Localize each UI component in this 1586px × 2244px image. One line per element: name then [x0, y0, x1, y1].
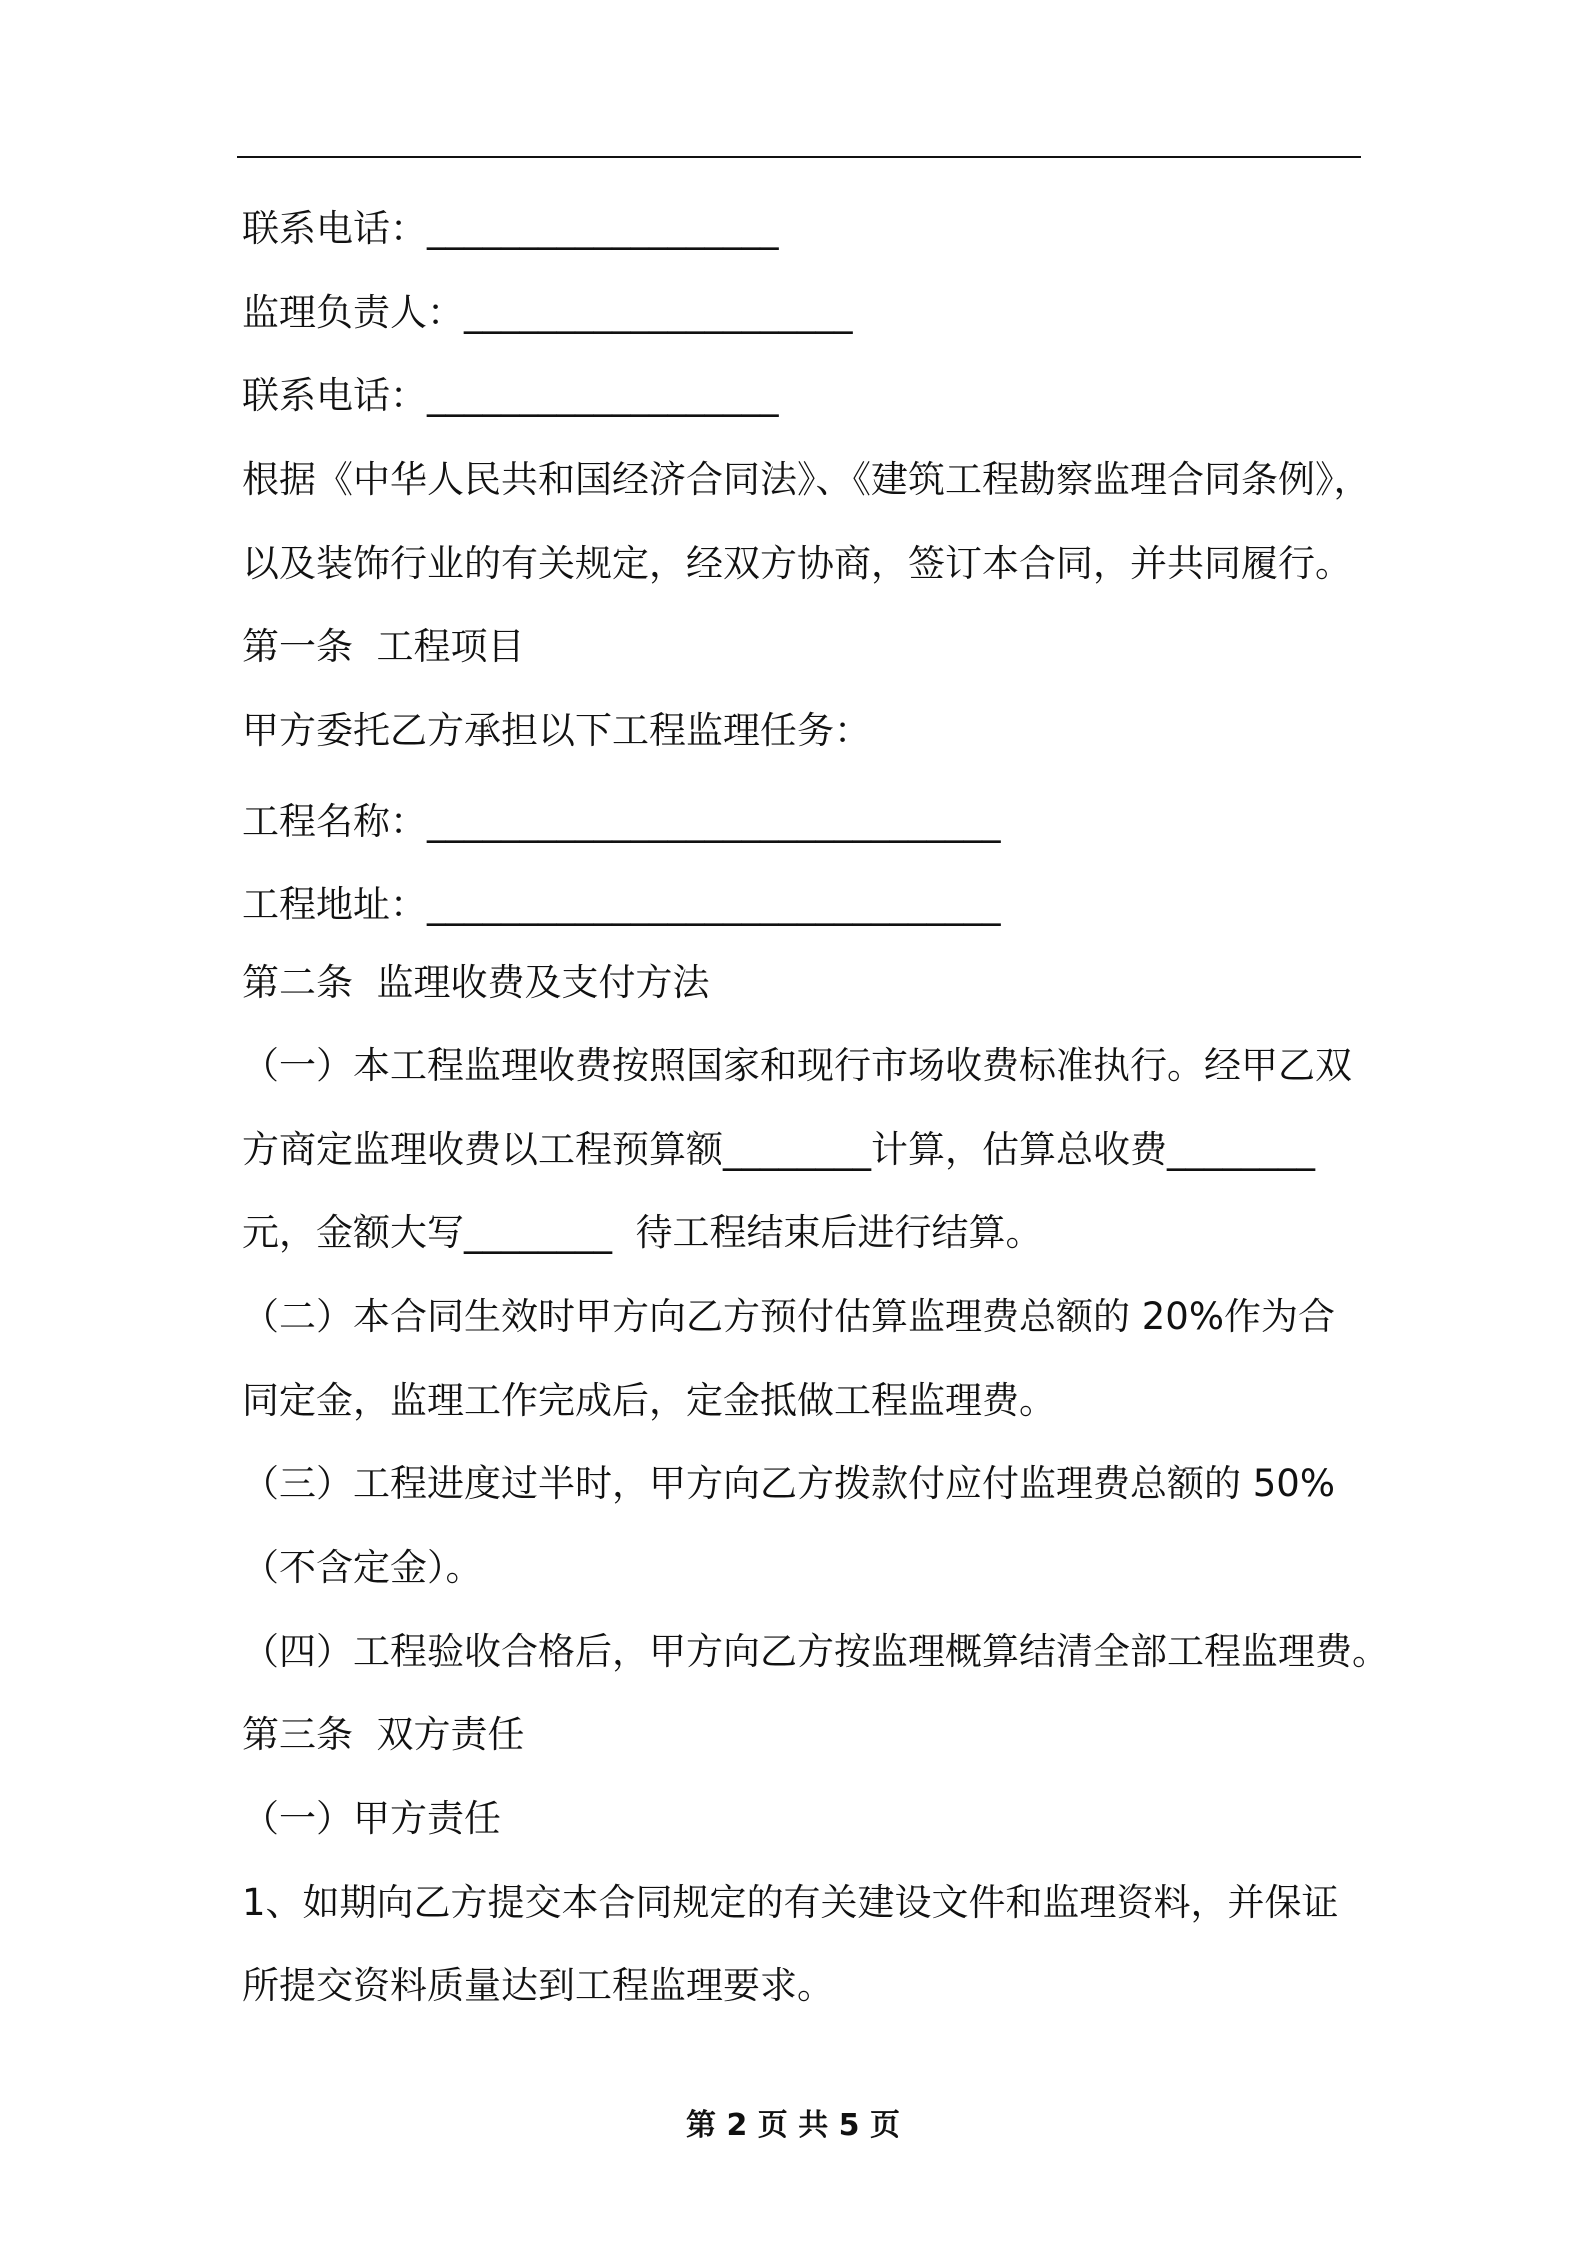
- article-2-clause-1-line-1: （一）本工程监理收费按照国家和现行市场收费标准执行。经甲乙双: [242, 1044, 1352, 1087]
- preamble-line-2: 以及装饰行业的有关规定，经双方协商，签订本合同，并共同履行。: [242, 542, 1352, 585]
- contact-phone-line-1: 联系电话：___________________: [242, 207, 779, 250]
- article-2-clause-2-line-1: （二）本合同生效时甲方向乙方预付估算监理费总额的 20%作为合: [242, 1295, 1335, 1338]
- project-address-line: 工程地址：_______________________________: [242, 883, 1001, 926]
- party-a-duty-1-line-1: 1、如期向乙方提交本合同规定的有关建设文件和监理资料，并保证: [242, 1881, 1339, 1924]
- article-2-heading: 第二条 监理收费及支付方法: [242, 961, 710, 1004]
- page-number-footer: 第 2 页 共 5 页: [686, 2108, 900, 2143]
- article-2-clause-3-line-2: （不含定金）。: [242, 1546, 483, 1589]
- supervisor-line: 监理负责人：_____________________: [242, 291, 853, 334]
- article-2-clause-4: （四）工程验收合格后，甲方向乙方按监理概算结清全部工程监理费。: [242, 1630, 1389, 1673]
- article-2-clause-3-line-1: （三）工程进度过半时，甲方向乙方拨款付应付监理费总额的 50%: [242, 1462, 1335, 1505]
- contact-phone-line-2: 联系电话：___________________: [242, 374, 779, 417]
- project-name-line: 工程名称：_______________________________: [242, 800, 1001, 843]
- article-3-heading: 第三条 双方责任: [242, 1713, 525, 1756]
- article-2-clause-1-line-3: 元，金额大写________ 待工程结束后进行结算。: [242, 1211, 1043, 1254]
- party-a-duty-heading: （一）甲方责任: [242, 1797, 501, 1840]
- article-2-clause-2-line-2: 同定金，监理工作完成后，定金抵做工程监理费。: [242, 1379, 1056, 1422]
- party-a-duty-1-line-2: 所提交资料质量达到工程监理要求。: [242, 1964, 834, 2007]
- header-rule: [237, 156, 1361, 158]
- preamble-line-1: 根据《中华人民共和国经济合同法》、《建筑工程勘察监理合同条例》，: [242, 458, 1371, 501]
- article-1-intro: 甲方委托乙方承担以下工程监理任务：: [242, 709, 871, 752]
- article-1-heading: 第一条 工程项目: [242, 625, 525, 668]
- article-2-clause-1-line-2: 方商定监理收费以工程预算额________计算，估算总收费________: [242, 1128, 1315, 1171]
